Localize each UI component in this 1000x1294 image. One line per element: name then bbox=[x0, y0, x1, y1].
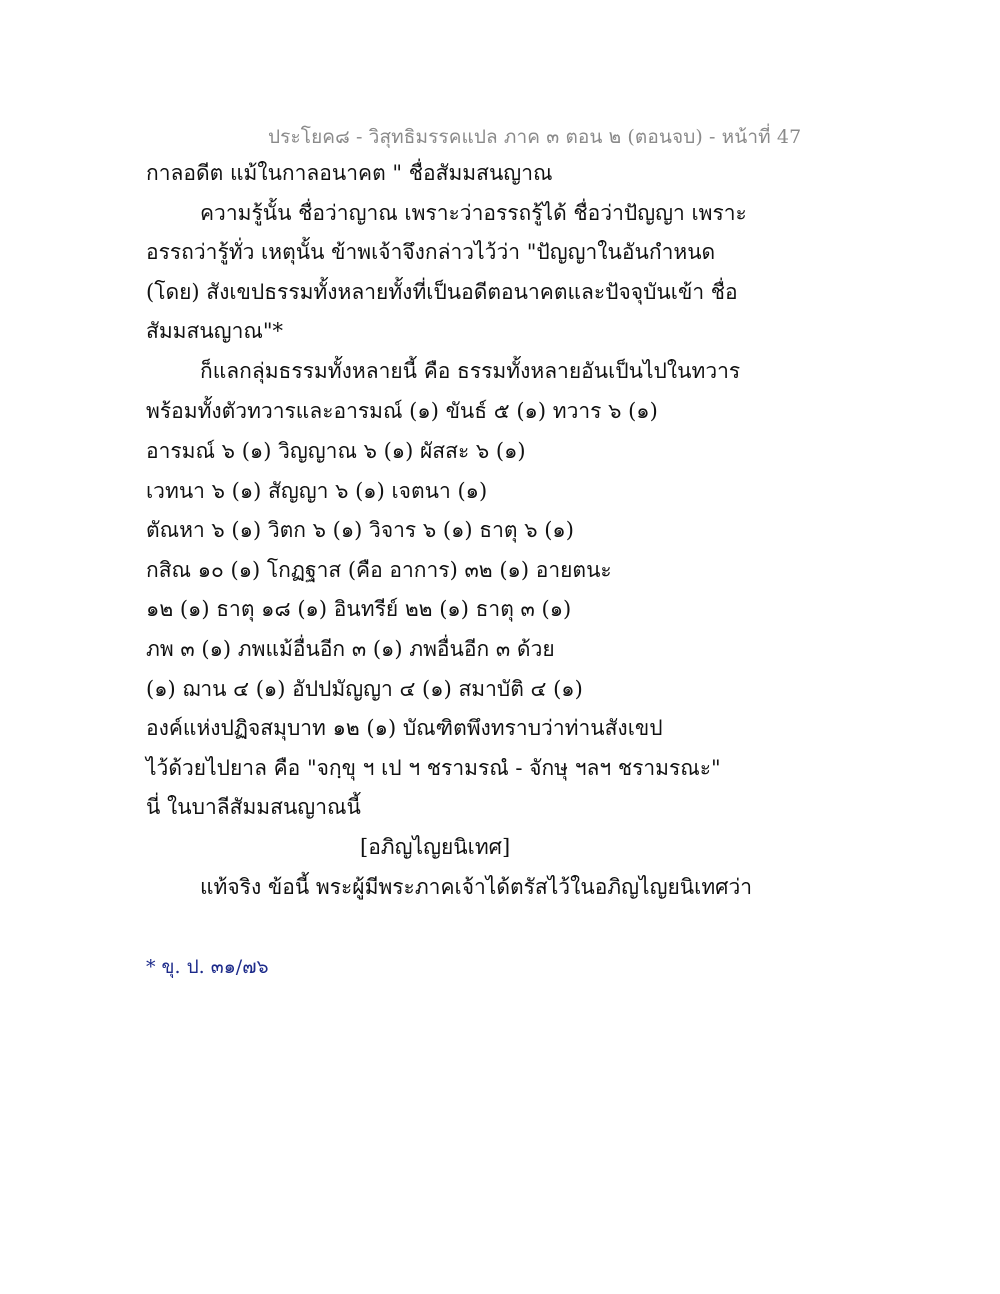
text-line: ๑๒ (๑) ธาตุ ๑๘ (๑) อินทรีย์ ๒๒ (๑) ธาตุ ๓ (๑) bbox=[146, 597, 572, 621]
text-line: กาลอดีต แม้ในกาลอนาคต " ชื่อสัมมสนญาณ bbox=[146, 161, 553, 185]
text-line: พร้อมทั้งตัวทวารและอารมณ์ (๑) ขันธ์ ๕ (๑) ทวาร ๖ (๑) bbox=[146, 399, 658, 423]
text-line: สัมมสนญาณ"* bbox=[146, 319, 284, 343]
text-line: องค์แห่งปฏิจสมุบาท ๑๒ (๑) บัณฑิตพึงทราบว่าท่านสังเขป bbox=[146, 716, 663, 740]
text-line: (โดย) สังเขปธรรมทั้งหลายทั้งที่เป็นอดีตอนาคตและปัจจุบันเข้า ชื่อ bbox=[146, 280, 738, 304]
section-heading: [อภิญไญยนิเทศ] bbox=[360, 835, 511, 859]
text-line: กสิณ ๑๐ (๑) โกฏฐาส (คือ อาการ) ๓๒ (๑) อายตนะ bbox=[146, 558, 612, 582]
text-line: ตัณหา ๖ (๑) วิตก ๖ (๑) วิจาร ๖ (๑) ธาตุ ๖ (๑) bbox=[146, 518, 574, 542]
text-line: (๑) ฌาน ๔ (๑) อัปปมัญญา ๔ (๑) สมาบัติ ๔ (๑) bbox=[146, 677, 583, 701]
text-line: อรรถว่ารู้ทั่ว เหตุนั้น ข้าพเจ้าจึงกล่าวไว้ว่า "ปัญญาในอันกำหนด bbox=[146, 240, 716, 264]
text-line: ภพ ๓ (๑) ภพแม้อื่นอีก ๓ (๑) ภพอื่นอีก ๓ ด้วย bbox=[146, 637, 555, 661]
text-line: อารมณ์ ๖ (๑) วิญญาณ ๖ (๑) ผัสสะ ๖ (๑) bbox=[146, 439, 526, 463]
text-line: ก็แลกลุ่มธรรมทั้งหลายนี้ คือ ธรรมทั้งหลายอันเป็นไปในทวาร bbox=[200, 359, 741, 383]
text-line: เวทนา ๖ (๑) สัญญา ๖ (๑) เจตนา (๑) bbox=[146, 479, 488, 503]
text-line: ความรู้นั้น ชื่อว่าญาณ เพราะว่าอรรถรู้ได้ ชื่อว่าปัญญา เพราะ bbox=[200, 201, 747, 225]
text-line: แท้จริง ข้อนี้ พระผู้มีพระภาคเจ้าได้ตรัสไว้ในอภิญไญยนิเทศว่า bbox=[200, 875, 753, 899]
footnote: * ขุ. ป. ๓๑/๗๖ bbox=[146, 956, 269, 978]
text-line: ไว้ด้วยไปยาล คือ "จกฺขุ ฯ เป ฯ ชรามรณํ - จักษุ ฯลฯ ชรามรณะ" bbox=[146, 756, 721, 780]
text-line: นี่ ในบาลีสัมมสนญาณนี้ bbox=[146, 795, 361, 819]
page-header: ประโยค๘ - วิสุทธิมรรคแปล ภาค ๓ ตอน ๒ (ตอนจบ) - หน้าที่ 47 bbox=[268, 126, 802, 148]
